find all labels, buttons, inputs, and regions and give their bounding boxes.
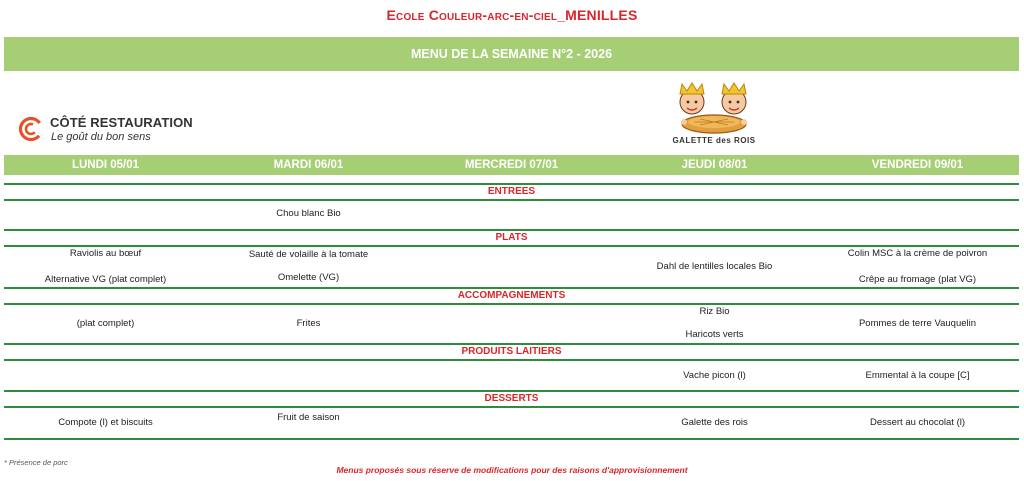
accompagnements-mardi: Frites bbox=[296, 318, 321, 329]
divider bbox=[4, 406, 1019, 408]
accompagnements-jeudi-2: Haricots verts bbox=[685, 329, 744, 340]
day-mardi: MARDI 06/01 bbox=[273, 159, 344, 171]
section-accompagnements-label: ACCOMPAGNEMENTS bbox=[457, 290, 566, 301]
divider bbox=[4, 438, 1019, 440]
produits-laitiers-jeudi: Vache picon (l) bbox=[683, 370, 746, 381]
desserts-mardi: Fruit de saison bbox=[277, 412, 340, 423]
accompagnements-vendredi: Pommes de terre Vauquelin bbox=[858, 318, 977, 329]
galette-caption: GALETTE des ROIS bbox=[672, 136, 756, 145]
produits-laitiers-vendredi: Emmental à la coupe [C] bbox=[865, 370, 970, 381]
divider bbox=[4, 245, 1019, 247]
section-produits-laitiers-label: PRODUITS LAITIERS bbox=[461, 346, 562, 357]
day-mercredi: MERCREDI 07/01 bbox=[464, 159, 559, 171]
school-title: Ecole Couleur-arc-en-ciel_MENILLES bbox=[386, 7, 638, 23]
cote-restauration-logo bbox=[18, 114, 218, 148]
brand-logo-icon bbox=[18, 116, 44, 142]
day-vendredi: VENDREDI 09/01 bbox=[871, 159, 964, 171]
divider bbox=[4, 359, 1019, 361]
plats-vendredi-2: Crêpe au fromage (plat VG) bbox=[858, 274, 977, 285]
plats-mardi-1: Sauté de volaille à la tomate bbox=[248, 249, 369, 260]
divider bbox=[4, 303, 1019, 305]
desserts-jeudi: Galette des rois bbox=[681, 417, 748, 428]
section-plats-label: PLATS bbox=[495, 232, 528, 243]
accompagnements-lundi: (plat complet) bbox=[76, 318, 135, 329]
desserts-vendredi: Dessert au chocolat (l) bbox=[869, 417, 966, 428]
day-lundi: LUNDI 05/01 bbox=[71, 159, 140, 171]
days-header bbox=[4, 155, 1019, 175]
pork-footnote: * Présence de porc bbox=[4, 458, 68, 467]
entrees-mardi: Chou blanc Bio bbox=[276, 208, 341, 219]
brand-tagline: Le goût du bon sens bbox=[51, 131, 151, 143]
plats-lundi-1: Raviolis au bœuf bbox=[69, 248, 142, 259]
plats-mardi-2: Omelette (VG) bbox=[277, 272, 340, 283]
accompagnements-jeudi-1: Riz Bio bbox=[699, 306, 730, 317]
plats-lundi-2: Alternative VG (plat complet) bbox=[44, 274, 167, 285]
menu-disclaimer: Menus proposés sous réserve de modifications pour des raisons d'approvisionnement bbox=[336, 465, 688, 475]
kids-with-crowns-icon bbox=[664, 80, 764, 136]
plats-vendredi-1: Colin MSC à la crème de poivron bbox=[847, 248, 988, 259]
plats-jeudi: Dahl de lentilles locales Bio bbox=[656, 261, 773, 272]
galette-des-rois-illustration bbox=[664, 80, 764, 150]
day-jeudi: JEUDI 08/01 bbox=[681, 159, 748, 171]
divider bbox=[4, 199, 1019, 201]
menu-week-banner: MENU DE LA SEMAINE N°2 - 2026 bbox=[4, 37, 1019, 71]
desserts-lundi: Compote (l) et biscuits bbox=[58, 417, 153, 428]
brand-name: CÔTÉ RESTAURATION bbox=[50, 115, 193, 130]
section-entrees-label: ENTREES bbox=[487, 186, 536, 197]
section-desserts-label: DESSERTS bbox=[484, 393, 539, 404]
